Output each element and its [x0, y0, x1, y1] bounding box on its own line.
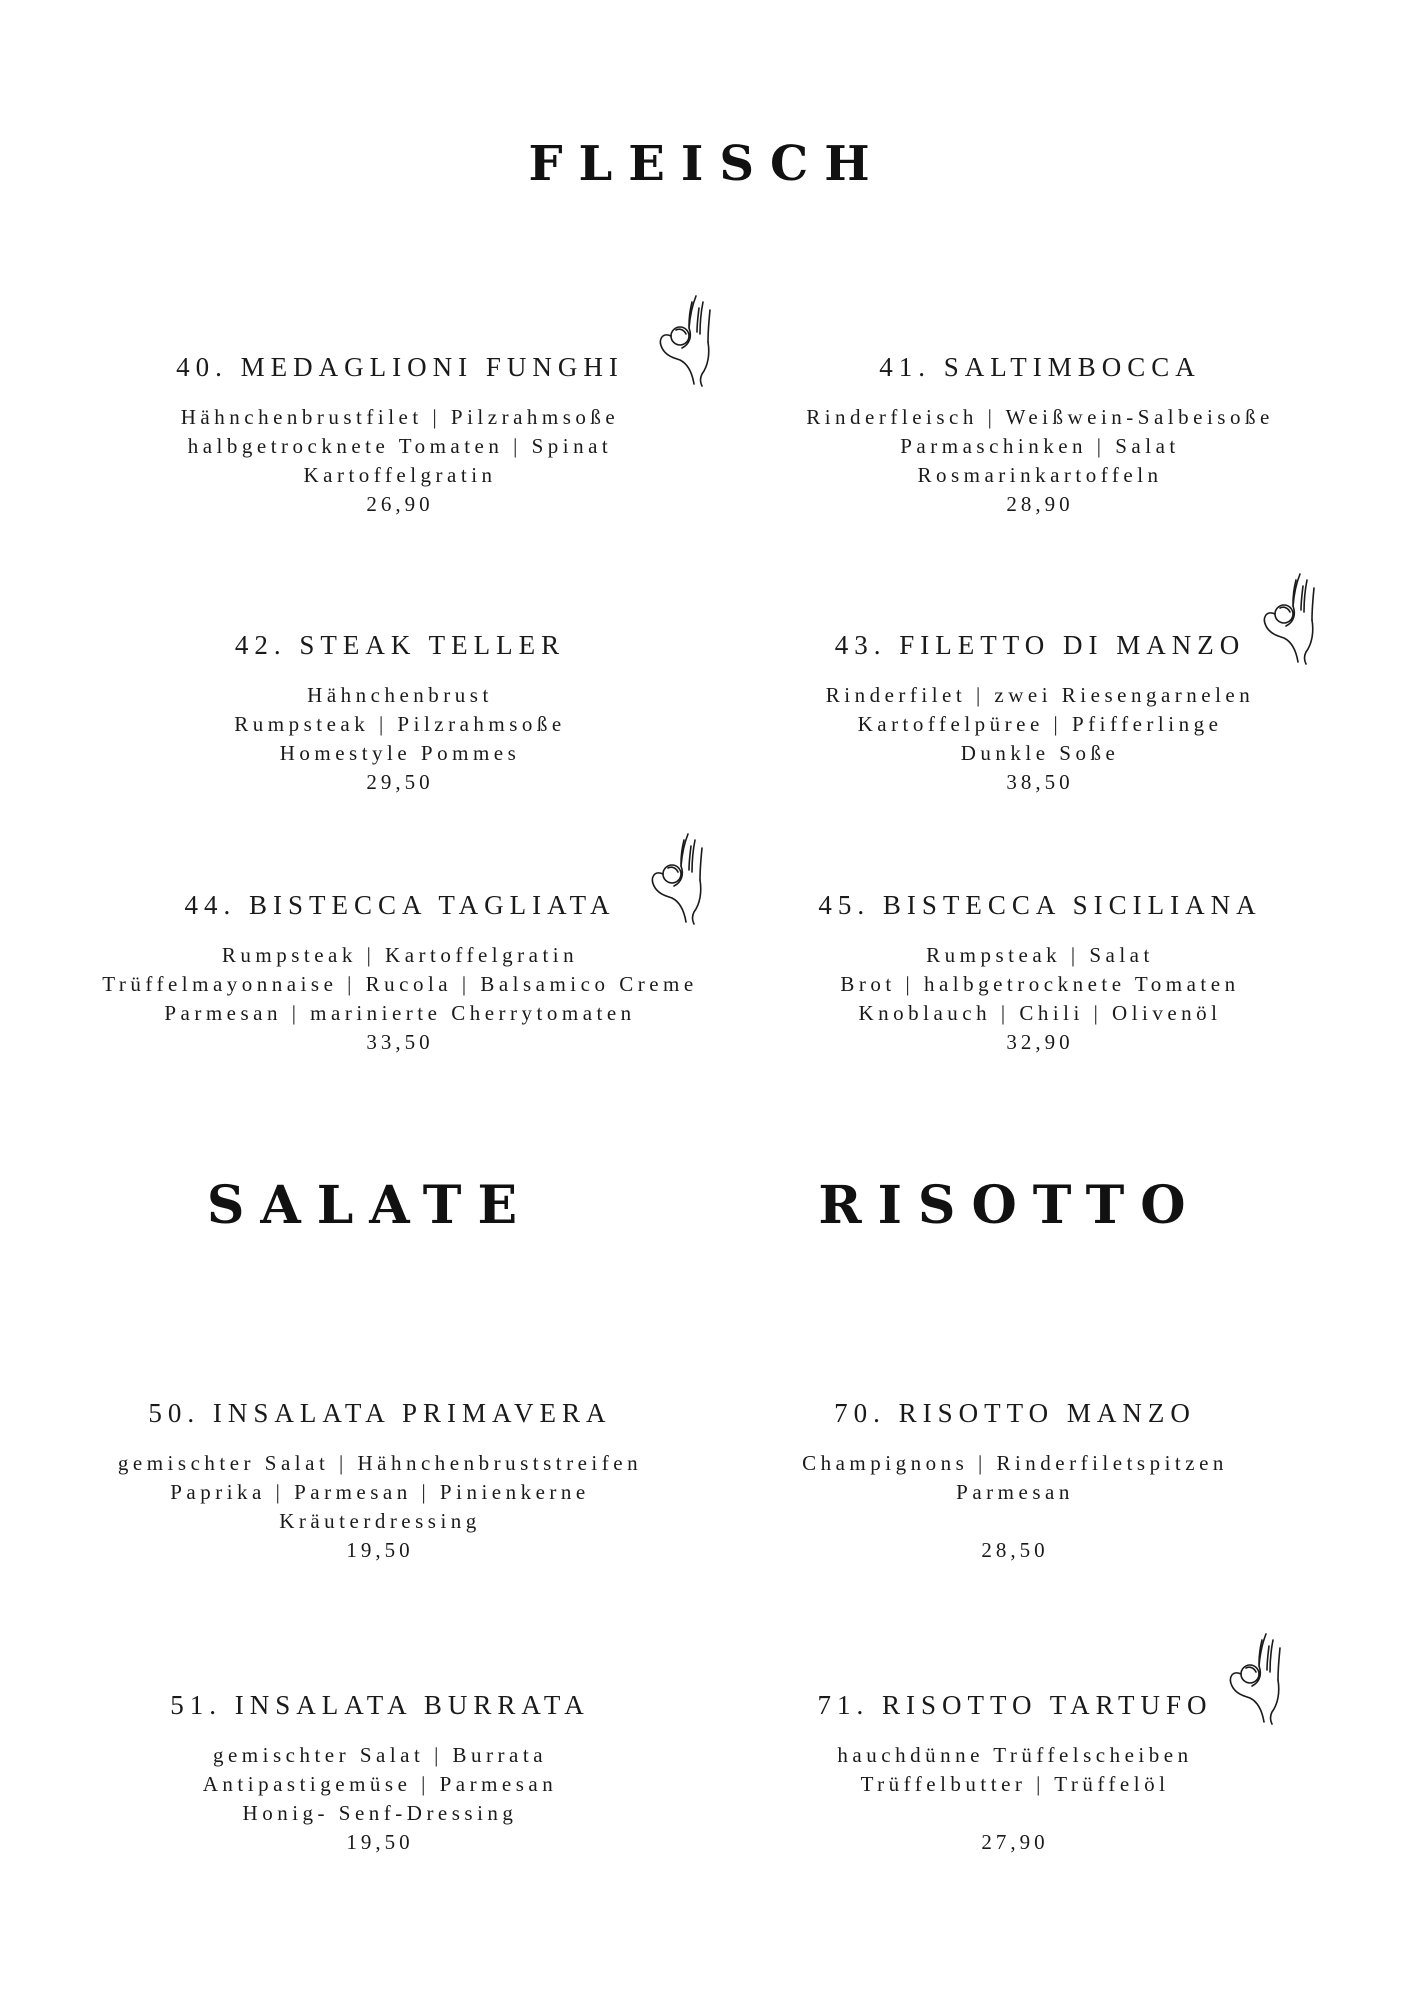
- dish-line: Parmesan | marinierte Cherrytomaten: [164, 1001, 636, 1025]
- dish-line: halbgetrocknete Tomaten | Spinat: [187, 434, 613, 458]
- dish-price: 33,50: [366, 1030, 434, 1054]
- dish-title: 71. RISOTTO TARTUFO: [817, 1690, 1213, 1720]
- dish-description: [655, 1449, 1375, 1565]
- dish-title: 40. MEDAGLIONI FUNGHI: [176, 352, 624, 382]
- dish-line: Rosmarinkartoffeln: [917, 463, 1163, 487]
- dish-line: gemischter Salat | Hähnchenbruststreifen: [117, 1451, 643, 1475]
- dish-line: Hähnchenbrust: [307, 683, 493, 707]
- dish-line: Kartoffelgratin: [303, 463, 497, 487]
- dish-line: Rumpsteak | Salat: [926, 943, 1154, 967]
- dish-description: [20, 1449, 740, 1565]
- dish-price: 19,50: [346, 1830, 414, 1854]
- dish-line: Rumpsteak | Kartoffelgratin: [221, 943, 579, 967]
- dish-description: [680, 941, 1400, 1057]
- dish-title: 43. FILETTO DI MANZO: [834, 630, 1246, 660]
- menu-item-45: [680, 890, 1400, 1057]
- section-title-fleisch: FLEISCH: [528, 136, 886, 192]
- dish-title: 50. INSALATA PRIMAVERA: [148, 1398, 612, 1428]
- dish-line: Brot | halbgetrocknete Tomaten: [840, 972, 1240, 996]
- dish-line: Paprika | Parmesan | Pinienkerne: [170, 1480, 590, 1504]
- dish-description: [20, 1741, 740, 1857]
- dish-line: Parmaschinken | Salat: [900, 434, 1180, 458]
- dish-line: hauchdünne Trüffelscheiben: [837, 1743, 1193, 1767]
- dish-line: Antipastigemüse | Parmesan: [202, 1772, 558, 1796]
- dish-price: 32,90: [1006, 1030, 1074, 1054]
- dish-line: Rinderfleisch | Weißwein-Salbeisoße: [806, 405, 1274, 429]
- dish-line: Kartoffelpüree | Pfifferlinge: [857, 712, 1223, 736]
- dish-price: 28,90: [1006, 492, 1074, 516]
- menu-item-70: [655, 1398, 1375, 1565]
- dish-description: [655, 1741, 1375, 1857]
- dish-line: Knoblauch | Chili | Olivenöl: [858, 1001, 1222, 1025]
- ok-hand-icon: [1260, 570, 1324, 666]
- dish-title: 44. BISTECCA TAGLIATA: [184, 890, 616, 920]
- dish-title: 45. BISTECCA SICILIANA: [818, 890, 1262, 920]
- dish-title: 51. INSALATA BURRATA: [170, 1690, 590, 1720]
- dish-line: Homestyle Pommes: [279, 741, 521, 765]
- dish-price: 26,90: [366, 492, 434, 516]
- dish-description: [40, 681, 760, 797]
- ok-hand-icon: [656, 292, 720, 388]
- dish-description: [40, 941, 760, 1057]
- section-title-salate: SALATE: [206, 1175, 534, 1236]
- menu-item-41: [680, 352, 1400, 519]
- dish-line: Champignons | Rinderfiletspitzen: [802, 1451, 1228, 1475]
- dish-description: [680, 403, 1400, 519]
- dish-line: Trüffelmayonnaise | Rucola | Balsamico Creme: [102, 972, 698, 996]
- dish-line: Dunkle Soße: [960, 741, 1120, 765]
- menu-item-42: [40, 630, 760, 797]
- dish-price: 19,50: [346, 1538, 414, 1562]
- dish-price: 27,90: [981, 1830, 1049, 1854]
- ok-hand-icon: [648, 830, 712, 926]
- dish-line: Kräuterdressing: [279, 1509, 481, 1533]
- dish-title: 41. SALTIMBOCCA: [879, 352, 1201, 382]
- dish-price: 28,50: [981, 1538, 1049, 1562]
- menu-item-50: [20, 1398, 740, 1565]
- dish-line: Parmesan: [956, 1480, 1074, 1504]
- dish-price: 38,50: [1006, 770, 1074, 794]
- dish-title: 70. RISOTTO MANZO: [834, 1398, 1196, 1428]
- ok-hand-icon: [1226, 1630, 1290, 1726]
- dish-line: Rinderfilet | zwei Riesengarnelen: [825, 683, 1255, 707]
- menu-item-40: [40, 352, 760, 519]
- dish-line: Hähnchenbrustfilet | Pilzrahmsoße: [180, 405, 620, 429]
- dish-description: [680, 681, 1400, 797]
- dish-price: 29,50: [366, 770, 434, 794]
- dish-line: Trüffelbutter | Trüffelöl: [860, 1772, 1170, 1796]
- dish-description: [40, 403, 760, 519]
- dish-title: 42. STEAK TELLER: [234, 630, 566, 660]
- section-title-risotto: RISOTTO: [818, 1175, 1202, 1236]
- menu-item-51: [20, 1690, 740, 1857]
- dish-line: Honig- Senf-Dressing: [242, 1801, 518, 1825]
- dish-line: Rumpsteak | Pilzrahmsoße: [234, 712, 566, 736]
- dish-line: gemischter Salat | Burrata: [212, 1743, 548, 1767]
